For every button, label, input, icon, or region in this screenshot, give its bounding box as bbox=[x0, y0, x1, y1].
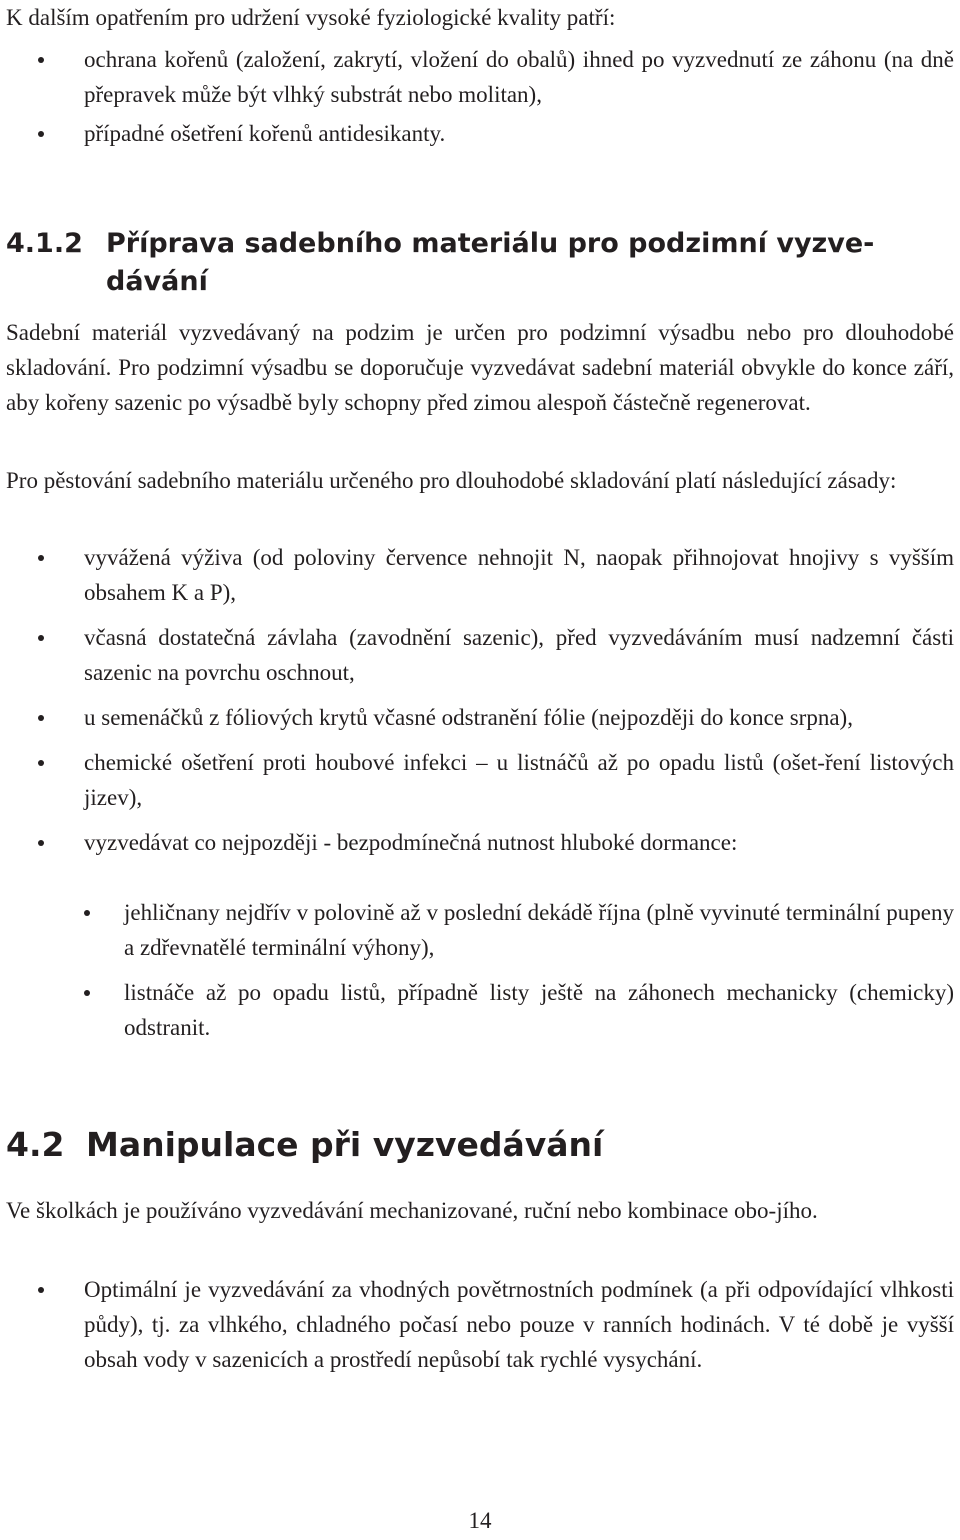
section-number: 4.2 bbox=[6, 1125, 65, 1164]
section-heading-4-2 bbox=[0, 1125, 603, 1165]
dormance-sublist bbox=[0, 895, 954, 1045]
principles-list bbox=[0, 540, 954, 860]
section-paragraph: Ve školkách je používáno vyzvedávání mechanizované, ruční nebo kombinace obo-jího. bbox=[6, 1198, 818, 1223]
list-item: včasná dostatečná závlaha (zavodnění sazenic), před vyzvedáváním musí nadzemní části sazenic na povrchu oschnout, bbox=[0, 620, 954, 690]
list-item: vyzvedávat co nejpozději - bezpodmínečná nutnost hluboké dormance: bbox=[0, 825, 954, 860]
intro-list bbox=[0, 42, 954, 151]
list-item: jehličnany nejdřív v polovině až v poslední dekádě října (plně vyvinuté terminální pupeny a zdřevnatělé terminální výhony), bbox=[0, 895, 954, 965]
list-item: Optimální je vyzvedávání za vhodných povětrnostních podmínek (a při odpovídající vlhkosti půdy), tj. za vlhkého, chladného počasí nebo pouze v ranních hodinách. V té době je vyšší obsah vody v sazenicích a prostředí nepůsobí tak rychlé vysychání. bbox=[0, 1272, 954, 1377]
list-item: listnáče až po opadu listů, případně listy ještě na záhonech mechanicky (chemicky) odstranit. bbox=[0, 975, 954, 1045]
list-item: ochrana kořenů (založení, zakrytí, vložení do obalů) ihned po vyzvednutí ze záhonu (na dně přepravek může být vlhký substrát nebo molitan), bbox=[0, 42, 954, 112]
list-item: u semenáčků z fóliových krytů včasné odstranění fólie (nejpozději do konce srpna), bbox=[0, 700, 954, 735]
section-number: 4.1.2 bbox=[6, 228, 83, 259]
list-item: vyvážená výživa (od poloviny července nehnojit N, naopak přihnojovat hnojivy s vyšším obsahem K a P), bbox=[0, 540, 954, 610]
intro-lead: K dalším opatřením pro udržení vysoké fyziologické kvality patří: bbox=[6, 5, 616, 30]
section-paragraph: Pro pěstování sadebního materiálu určeného pro dlouhodobé skladování platí následující zásady: bbox=[6, 468, 897, 493]
handling-list bbox=[0, 1272, 954, 1377]
page-number: 14 bbox=[468, 1508, 492, 1533]
section-title: Příprava sadebního materiálu pro podzimní vyzve-dávání bbox=[106, 228, 875, 297]
list-item: případné ošetření kořenů antidesikanty. bbox=[0, 116, 954, 151]
section-paragraph: Sadební materiál vyzvedávaný na podzim je určen pro podzimní výsadbu nebo pro dlouhodobé skladování. Pro podzimní výsadbu se doporučuje vyzvedávat sadební materiál obvykle do konce září, aby kořeny sazenic po výsadbě byly schopny před zimou alespoň částečně regenerovat. bbox=[6, 320, 954, 415]
list-item: chemické ošetření proti houbové infekci – u listnáčů až po opadu listů (ošet-ření listových jizev), bbox=[0, 745, 954, 815]
section-title: Manipulace při vyzvedávání bbox=[86, 1125, 604, 1164]
section-heading-4-1-2 bbox=[0, 225, 876, 301]
